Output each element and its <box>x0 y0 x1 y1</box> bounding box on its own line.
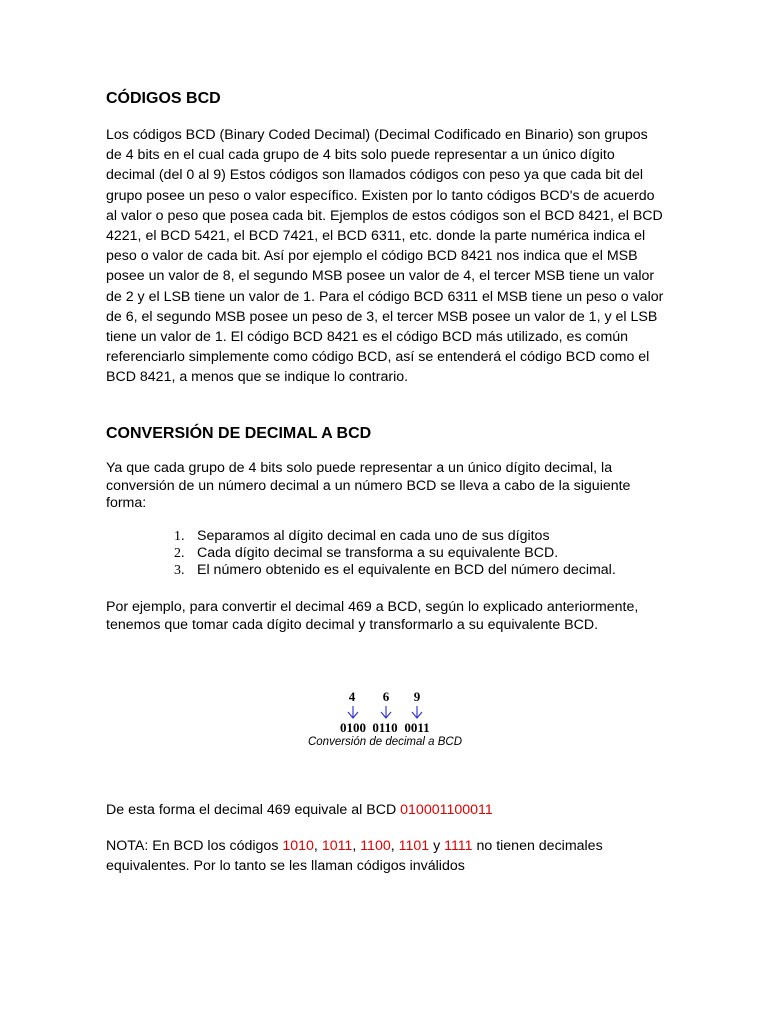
section-title: CONVERSIÓN DE DECIMAL A BCD <box>106 425 372 442</box>
invalid-code: 1101 <box>398 838 430 854</box>
note-paragraph <box>106 836 666 876</box>
down-arrow-icon <box>348 706 358 718</box>
invalid-code: 1111 <box>444 838 473 854</box>
invalid-code: 1010 <box>282 838 314 854</box>
note-separator: y <box>429 838 445 854</box>
note-suffix: no tienen decimales equivalentes. Por lo tanto se les llaman códigos inválidos <box>106 838 603 874</box>
list-item <box>168 562 616 579</box>
list-item <box>168 528 616 545</box>
decimal-digit: 4 <box>348 689 356 704</box>
conversion-steps-list <box>168 528 616 579</box>
note-separator: , <box>352 838 361 854</box>
bcd-nibble: 0110 <box>372 720 398 735</box>
list-item-text: Cada dígito decimal se transforma a su equivalente BCD. <box>197 545 559 561</box>
bcd-nibble: 0100 <box>340 720 366 735</box>
conversion-diagram <box>300 686 470 736</box>
result-paragraph <box>106 800 666 820</box>
result-bcd-value: 010001100011 <box>400 802 493 818</box>
section-intro-paragraph: Ya que cada grupo de 4 bits solo puede representar a un único dígito decimal, la conversión de un número decimal a un número BCD se lleva a cabo de la siguiente forma: <box>106 460 631 511</box>
down-arrow-icon <box>412 706 422 718</box>
decimal-digit: 9 <box>413 689 421 704</box>
list-item-number: 3. <box>174 563 185 578</box>
bcd-nibble: 0011 <box>404 720 430 735</box>
figure-caption: Conversión de decimal a BCD <box>307 736 463 748</box>
decimal-digit: 6 <box>382 689 390 704</box>
list-item-number: 2. <box>174 546 185 561</box>
note-prefix: NOTA: En BCD los códigos <box>106 838 283 854</box>
result-text: De esta forma el decimal 469 equivale al BCD <box>106 802 401 818</box>
invalid-code: 1100 <box>360 838 391 854</box>
list-item-number: 1. <box>174 529 185 544</box>
list-item <box>168 545 616 562</box>
page-title: CÓDIGOS BCD <box>106 90 221 107</box>
example-paragraph: Por ejemplo, para convertir el decimal 469 a BCD, según lo explicado anteriormente, tenemos que tomar cada dígito decimal y transformarlo a su equivalente BCD. <box>106 599 639 633</box>
invalid-code: 1011 <box>321 838 353 854</box>
intro-paragraph: Los códigos BCD (Binary Coded Decimal) (Decimal Codificado en Binario) son grupos de 4 bits en el cual cada grupo de 4 bits solo puede representar a un único dígito decimal (del 0 al 9) Estos códigos son llamados códigos con peso ya que cada bit del grupo posee un peso o valor específico. Existen por lo tanto códigos BCD's de acuerdo al valor o peso que posea cada bit. Ejemplos de estos códigos son el BCD 8421, el BCD 4221, el BCD 5421, el BCD 7421, el BCD 6311, etc. donde la parte numérica indica el peso o valor de cada bit. Así por ejemplo el código BCD 8421 nos indica que el MSB posee un valor de 8, el segundo MSB posee un valor de 4, el tercer MSB tiene un valor de 2 y el LSB tiene un valor de 1. Para el código BCD 6311 el MSB tiene un peso o valor de 6, el segundo MSB posee un peso de 3, el tercer MSB posee un valor de 1, y el LSB tiene un valor de 1. El código BCD 8421 es el código BCD más utilizado, es común referenciarlo simplemente como código BCD, así se entenderá el código BCD como el BCD 8421, a menos que se indique lo contrario. <box>106 127 664 386</box>
note-separator: , <box>313 838 322 854</box>
down-arrow-icon <box>381 706 391 718</box>
list-item-text: El número obtenido es el equivalente en BCD del número decimal. <box>197 562 616 578</box>
note-separator: , <box>390 838 399 854</box>
list-item-text: Separamos al dígito decimal en cada uno de sus dígitos <box>197 528 550 544</box>
